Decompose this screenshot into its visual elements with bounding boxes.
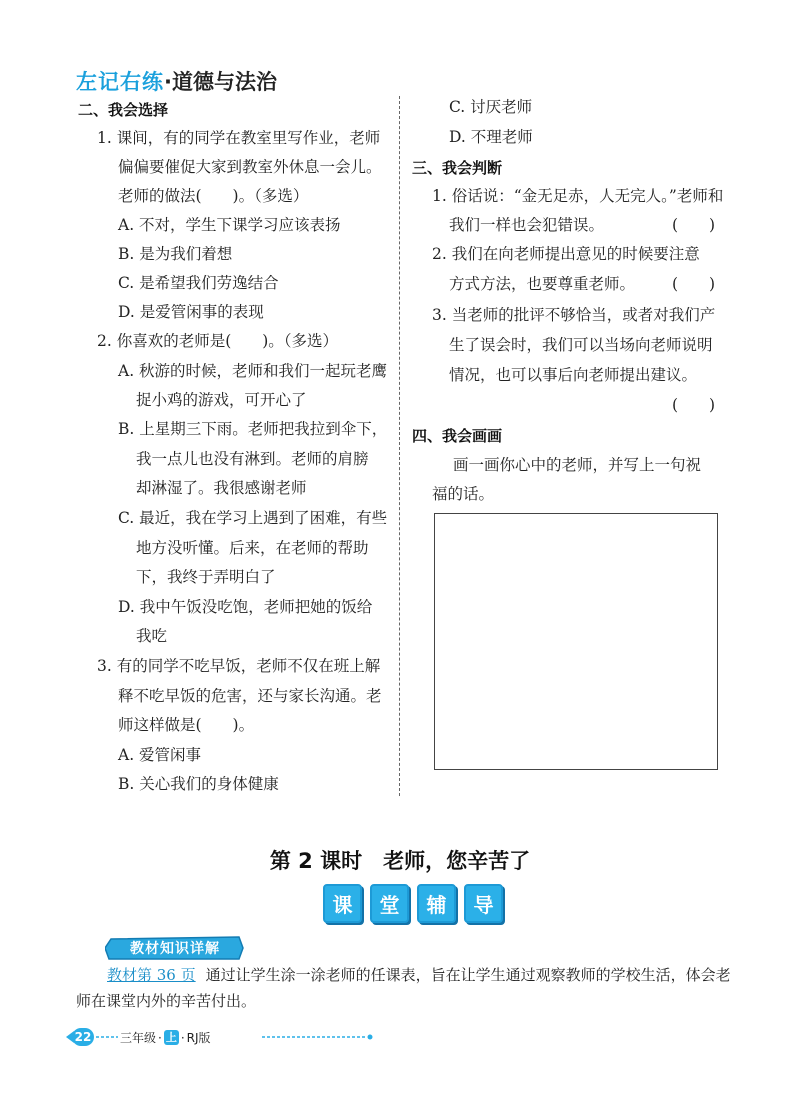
q3-line: 释不吃早饭的危害，还与家长沟通。老 — [118, 687, 382, 705]
banner-tile: 辅 — [417, 884, 456, 923]
q3-option-c: C. 讨厌老师 — [449, 98, 533, 116]
semester-tag: 上 — [165, 1031, 177, 1044]
judge-3-answer-paren[interactable]: ( ) — [672, 396, 716, 414]
q2-option-b: B. 上星期三下雨。老师把我拉到伞下， — [118, 420, 388, 438]
q3-line: 3. 有的同学不吃早饭，老师不仅在班上解 — [97, 657, 381, 675]
intro-paragraph — [107, 964, 731, 985]
edition-label: RJ版 — [186, 1031, 211, 1045]
label-text: 教材知识详解 — [130, 941, 220, 957]
q2-option-a-cont: 捉小鸡的游戏，可开心了 — [136, 391, 307, 409]
judge-2-line: 2. 我们在向老师提出意见的时候要注意 — [432, 245, 700, 263]
page-number: 22 — [72, 1028, 94, 1046]
textbook-knowledge-label — [105, 935, 245, 961]
judge-3-line: 生了误会时，我们可以当场向老师说明 — [449, 336, 713, 354]
intro-text: 通过让学生涂一涂老师的任课表，旨在让学生通过观察教师的学校生活，体会老 — [205, 966, 731, 984]
judge-3-line: 3. 当老师的批评不够恰当，或者对我们产 — [432, 306, 716, 324]
brand-title — [76, 66, 277, 96]
q2-option-b-cont: 却淋湿了。我很感谢老师 — [136, 479, 307, 497]
textbook-page-ref[interactable]: 教材第 36 页 — [107, 966, 196, 984]
judge-1-answer-paren[interactable]: ( ) — [672, 216, 716, 234]
judge-2-answer-paren[interactable]: ( ) — [672, 275, 716, 293]
judge-1-line: 1. 俗话说：“金无足赤，人无完人。”老师和 — [432, 187, 724, 205]
q3-option-b: B. 关心我们的身体健康 — [118, 775, 279, 793]
draw-instruction: 福的话。 — [432, 485, 495, 503]
banner-tile: 堂 — [370, 884, 409, 923]
q2-option-a: A. 秋游的时候，老师和我们一起玩老鹰 — [118, 362, 388, 380]
section-judge-title: 三、我会判断 — [412, 159, 503, 177]
intro-text-cont: 师在课堂内外的辛苦付出。 — [76, 992, 257, 1010]
judge-2-line: 方式方法，也要尊重老师。 — [449, 275, 636, 293]
footer-rule — [66, 1027, 396, 1047]
grade-label: 三年级 — [120, 1031, 157, 1045]
judge-1-line: 我们一样也会犯错误。 — [449, 216, 605, 234]
q3-option-d: D. 不理老师 — [449, 128, 533, 146]
q1-option-b: B. 是为我们着想 — [118, 245, 233, 263]
brand-series: 左记右练 — [76, 70, 164, 94]
q1-option-a: A. 不对，学生下课学习应该表扬 — [118, 216, 341, 234]
q1-line: 老师的做法( )。（多选） — [118, 187, 309, 205]
q1-option-c: C. 是希望我们劳逸结合 — [118, 274, 279, 292]
q2-option-c: C. 最近，我在学习上遇到了困难，有些 — [118, 509, 388, 527]
q3-option-a: A. 爱管闲事 — [118, 746, 202, 764]
section-draw-title: 四、我会画画 — [412, 427, 503, 445]
brand-dot: · — [164, 70, 172, 94]
q2-option-d: D. 我中午饭没吃饱，老师把她的饭给 — [118, 598, 373, 616]
q2-option-b-cont: 我一点儿也没有淋到。老师的肩膀 — [136, 450, 369, 468]
banner-tile: 课 — [323, 884, 362, 923]
q1-line: 偏偏要催促大家到教室外休息一会儿。 — [118, 158, 382, 176]
q1-line: 1. 课间，有的同学在教室里写作业，老师 — [97, 129, 381, 147]
q2-option-c-cont: 下，我终于弄明白了 — [136, 568, 276, 586]
draw-instruction: 画一画你心中的老师，并写上一句祝 — [453, 456, 702, 474]
column-divider — [399, 96, 400, 796]
q1-option-d: D. 是爱管闲事的表现 — [118, 303, 264, 321]
judge-3-line: 情况，也可以事后向老师提出建议。 — [449, 366, 698, 384]
q3-line: 师这样做是( )。 — [118, 716, 255, 734]
banner-tile: 导 — [464, 884, 503, 923]
q2-option-c-cont: 地方没听懂。后来，在老师的帮助 — [136, 539, 369, 557]
q2-option-d-cont: 我吃 — [136, 627, 168, 645]
lesson-title: 第 2 课时 老师，您辛苦了 — [269, 849, 531, 873]
drawing-box[interactable] — [434, 513, 718, 770]
section-choice-title: 二、我会选择 — [78, 101, 169, 119]
class-tutoring-banner — [323, 884, 503, 924]
brand-subject: 道德与法治 — [171, 70, 277, 94]
q2-line: 2. 你喜欢的老师是( )。（多选） — [97, 332, 339, 350]
footer-grade-info: 三年级 · 上 · RJ版 — [120, 1030, 211, 1045]
